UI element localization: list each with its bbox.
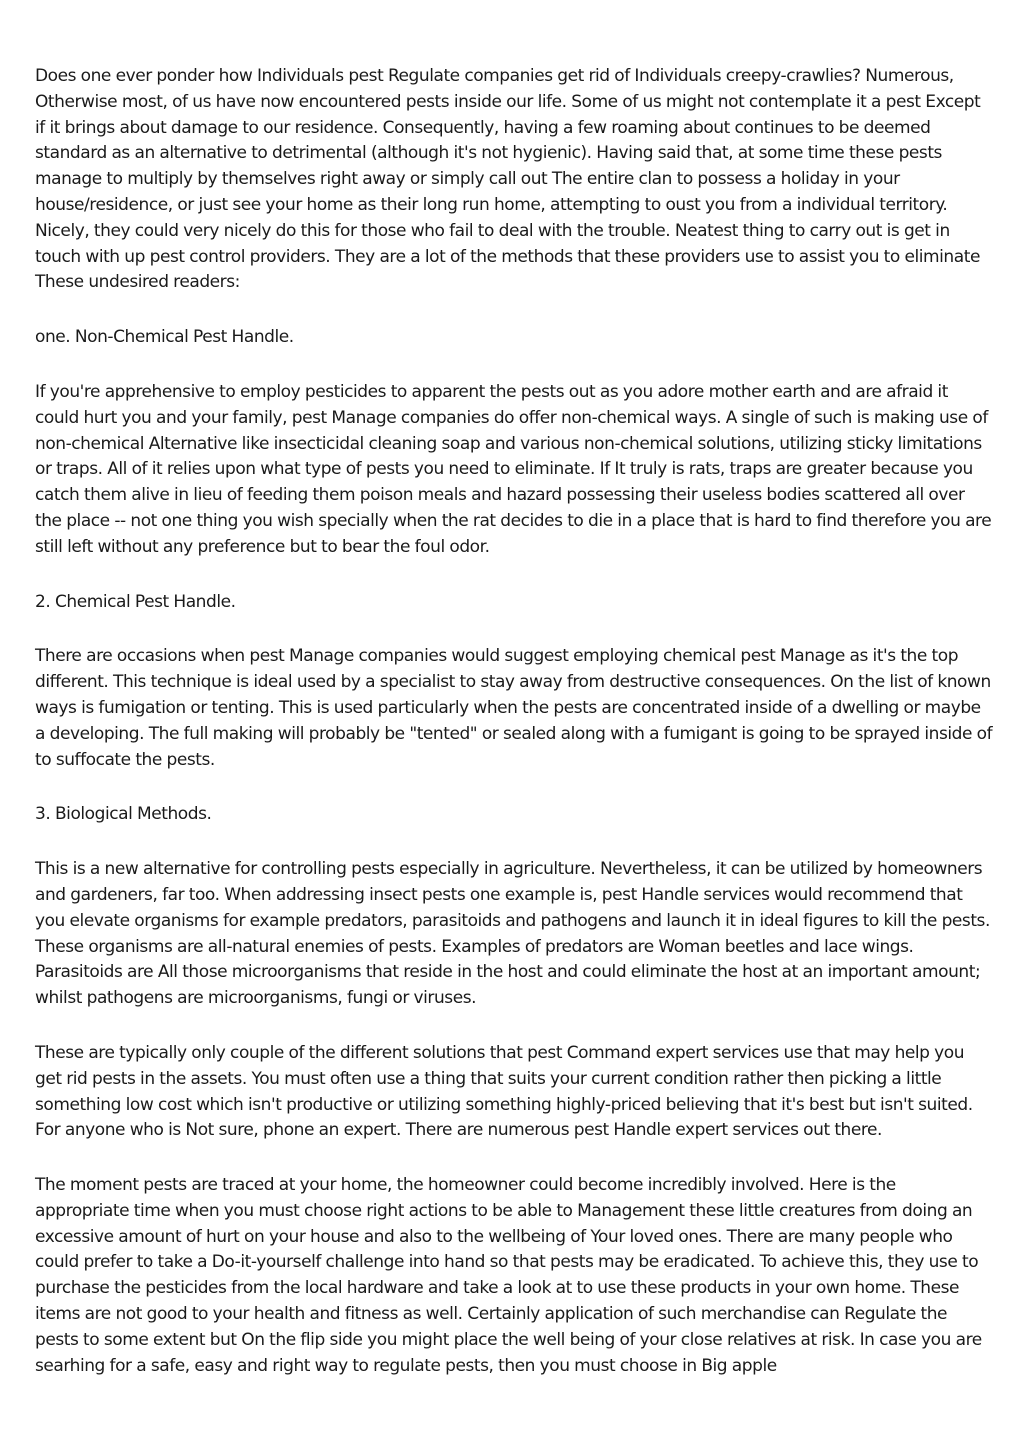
document-body <box>35 64 993 1408</box>
section-heading-biological: 3. Biological Methods. <box>35 804 212 825</box>
section-heading-non-chemical: one. Non-Chemical Pest Handle. <box>35 327 294 348</box>
non-chemical-paragraph: If you're apprehensive to employ pesticides to apparent the pests out as you adore mother earth and are afraid it could hurt you and your family, pest Manage companies do offer non-chemical ways. A single of such is making use of non-chemical Alternative like insecticidal cleaning soap and various non-chemical solutions, utilizing sticky limitations or traps. All of it relies upon what type of pests you need to eliminate. If It truly is rats, traps are greater because you catch them alive in lieu of feeding them poison meals and hazard possessing their useless bodies scattered all over the place -- not one thing you wish specially when the rat decides to die in a place that is hard to find therefore you are still left without any preference but to bear the foul odor. <box>35 381 992 557</box>
homeowner-paragraph: The moment pests are traced at your home, the homeowner could become incredibly involved. Here is the appropriate time when you must choose right actions to be able to Management these little creatures from doing an excessive amount of hurt on your house and also to the wellbeing of Your loved ones. There are many people who could prefer to take a Do-it-yourself challenge into hand so that pests may be eradicated. To achieve this, they use to purchase the pesticides from the local hardware and take a look at to use these products in your own home. These items are not good to your health and fitness as well. Certainly application of such merchandise can Regulate the pests to some extent but On the flip side you might place the well being of your close relatives at risk. In case you are searhing for a safe, easy and right way to regulate pests, then you must choose in Big apple <box>35 1175 982 1376</box>
biological-paragraph: This is a new alternative for controlling pests especially in agriculture. Nevertheless, it can be utilized by homeowners and gardeners, far too. When addressing insect pests one example is, pest Handle services would recommend that you elevate organisms for example predators, parasitoids and pathogens and launch it in ideal figures to kill the pests. These organisms are all-natural enemies of pests. Examples of predators are Woman beetles and lace wings. Parasitoids are All those microorganisms that reside in the host and could eliminate the host at an important amount; whilst pathogens are microorganisms, fungi or viruses. <box>35 859 990 1009</box>
chemical-paragraph: There are occasions when pest Manage companies would suggest employing chemical pest Manage as it's the top different. This technique is ideal used by a specialist to stay away from destructive consequences. On the list of known ways is fumigation or tenting. This is used particularly when the pests are concentrated inside of a dwelling or maybe a developing. The full making will probably be "tented" or sealed along with a fumigant is going to be sprayed inside of to suffocate the pests. <box>35 646 993 770</box>
section-heading-chemical: 2. Chemical Pest Handle. <box>35 591 236 612</box>
intro-paragraph: Does one ever ponder how Individuals pest Regulate companies get rid of Individuals creepy-crawlies? Numerous, Otherwise most, of us have now encountered pests inside our life. Some of us might not contemplate it a pest Except if it brings about damage to our residence. Consequently, having a few roaming about continues to be deemed standard as an alternative to detrimental (although it's not hygienic). Having said that, at some time these pests manage to multiply by themselves right away or simply call out The entire clan to possess a holiday in your house/residence, or just see your home as their long run home, attempting to oust you from a individual territory. Nicely, they could very nicely do this for those who fail to deal with the trouble. Neatest thing to carry out is get in touch with up pest control providers. They are a lot of the methods that these providers use to assist you to eliminate These undesired readers: <box>35 66 981 293</box>
summary-paragraph: These are typically only couple of the different solutions that pest Command expert services use that may help you get rid pests in the assets. You must often use a thing that suits your current condition rather then picking a little something low cost which isn't productive or utilizing something highly-priced believing that it's best but isn't suited. For anyone who is Not sure, phone an expert. There are numerous pest Handle expert services out there. <box>35 1042 973 1141</box>
